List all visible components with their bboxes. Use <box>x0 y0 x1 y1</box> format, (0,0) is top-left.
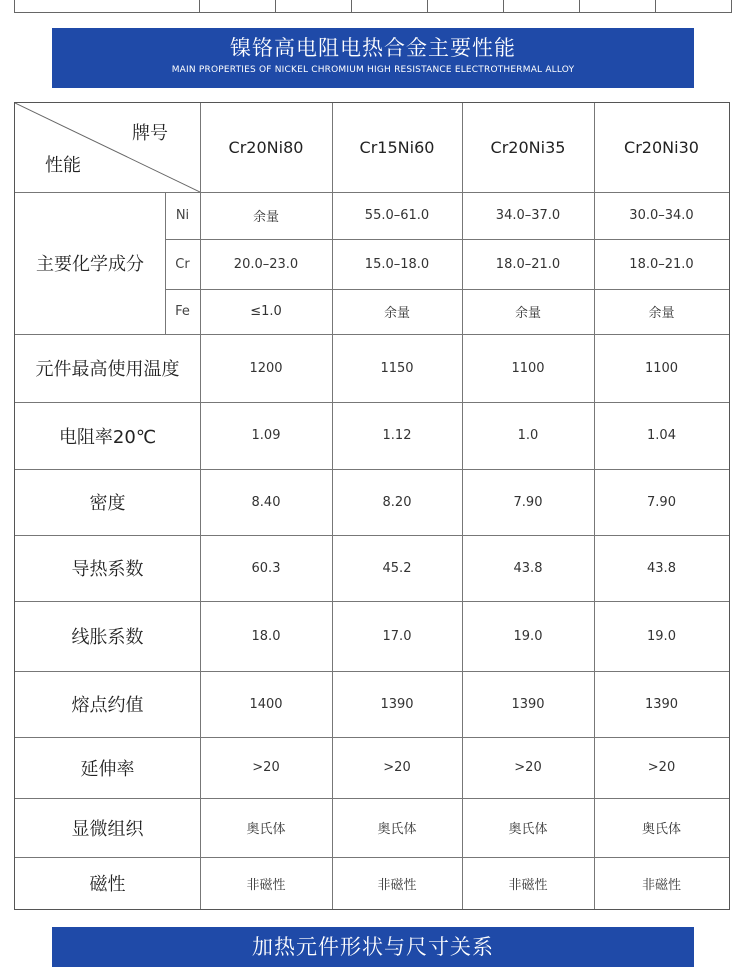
property-value: 1150 <box>380 360 414 376</box>
section-banner-properties <box>52 28 694 88</box>
composition-value: 15.0–18.0 <box>364 256 430 272</box>
grade-header: Cr20Ni80 <box>228 138 304 157</box>
element-label: Cr <box>175 256 190 272</box>
property-value: 1400 <box>249 696 283 712</box>
property-value: 非磁性 <box>641 877 681 893</box>
grid-line <box>15 798 729 799</box>
property-value: 17.0 <box>382 628 412 644</box>
property-value: 1390 <box>380 696 414 712</box>
property-value: 1100 <box>511 360 545 376</box>
banner-title-en: MAIN PROPERTIES OF NICKEL CHROMIUM HIGH RESISTANCE ELECTROTHERMAL ALLOY <box>171 65 575 75</box>
composition-value: 55.0–61.0 <box>364 208 430 223</box>
property-label: 电阻率20℃ <box>58 426 157 448</box>
property-value: 非磁性 <box>246 877 286 893</box>
grid-line <box>15 737 729 738</box>
property-label: 元件最高使用温度 <box>35 359 180 380</box>
property-value: 18.0 <box>251 628 281 644</box>
grade-header: Cr15Ni60 <box>359 138 435 157</box>
element-label: Ni <box>175 208 190 223</box>
property-value: 19.0 <box>647 628 676 644</box>
composition-value: 余量 <box>252 210 279 225</box>
property-label: 密度 <box>89 493 126 514</box>
grid-line <box>15 857 729 858</box>
property-value: >20 <box>514 760 542 775</box>
property-label: 线胀系数 <box>71 627 144 648</box>
property-value: 8.20 <box>382 494 412 510</box>
property-value: 45.2 <box>382 560 412 576</box>
property-value: 奥氏体 <box>508 822 548 837</box>
composition-value: 余量 <box>514 306 541 321</box>
composition-value: 34.0–37.0 <box>495 208 561 223</box>
grid-line <box>165 192 166 334</box>
property-value: 1100 <box>644 360 679 376</box>
composition-label: 主要化学成分 <box>36 254 144 275</box>
corner-label-property: 性能 <box>45 155 81 176</box>
property-value: 60.3 <box>251 560 281 576</box>
property-value: 43.8 <box>513 560 543 576</box>
property-value: 1390 <box>511 696 545 712</box>
property-value: 7.90 <box>513 494 543 510</box>
property-value: 1200 <box>249 360 283 376</box>
grid-line <box>15 192 729 193</box>
banner-title-cn: 加热元件形状与尺寸关系 <box>252 935 494 959</box>
property-label: 磁性 <box>89 874 126 895</box>
property-value: 奥氏体 <box>377 822 417 837</box>
property-value: 奥氏体 <box>641 822 681 837</box>
property-label: 延伸率 <box>80 758 135 780</box>
composition-value: 余量 <box>383 306 410 321</box>
property-value: 1.04 <box>647 428 676 443</box>
grid-line <box>200 103 201 909</box>
grid-line <box>15 402 729 403</box>
grid-line <box>15 671 729 672</box>
property-value: 1390 <box>644 696 679 712</box>
grid-line <box>165 289 729 290</box>
property-value: 奥氏体 <box>246 822 286 837</box>
property-value: >20 <box>383 760 411 775</box>
property-label: 导热系数 <box>71 559 144 580</box>
grid-line <box>15 469 729 470</box>
grid-line <box>15 334 729 335</box>
previous-table-remnant <box>14 0 732 13</box>
property-value: 非磁性 <box>377 877 417 893</box>
property-value: 1.0 <box>517 428 539 443</box>
property-value: 7.90 <box>647 494 676 510</box>
grid-line <box>594 103 595 909</box>
property-value: 1.09 <box>251 428 281 443</box>
composition-value: 30.0–34.0 <box>629 208 694 223</box>
grid-line <box>15 601 729 602</box>
corner-label-grade: 牌号 <box>132 123 168 144</box>
properties-table <box>14 102 730 910</box>
element-label: Fe <box>175 304 190 319</box>
property-label: 熔点约值 <box>71 695 144 716</box>
composition-value: 20.0–23.0 <box>233 256 299 272</box>
composition-value: 余量 <box>648 306 675 321</box>
property-value: 8.40 <box>251 494 281 510</box>
banner-title-cn: 镍铬高电阻电热合金主要性能 <box>230 36 516 60</box>
grid-line <box>332 103 333 909</box>
property-value: 1.12 <box>382 428 412 443</box>
grid-line <box>15 535 729 536</box>
property-label: 显微组织 <box>71 818 144 840</box>
property-value: 非磁性 <box>508 877 548 893</box>
section-banner-heating-element <box>52 927 694 967</box>
grade-header: Cr20Ni30 <box>624 138 699 157</box>
composition-value: 18.0–21.0 <box>495 256 561 272</box>
property-value: 43.8 <box>647 560 676 576</box>
property-value: >20 <box>647 760 676 775</box>
composition-value: ≤1.0 <box>250 304 282 319</box>
property-value: 19.0 <box>513 628 543 644</box>
grid-line <box>165 239 729 240</box>
property-value: >20 <box>252 760 280 775</box>
grade-header: Cr20Ni35 <box>490 138 566 157</box>
grid-line <box>462 103 463 909</box>
composition-value: 18.0–21.0 <box>629 256 694 272</box>
